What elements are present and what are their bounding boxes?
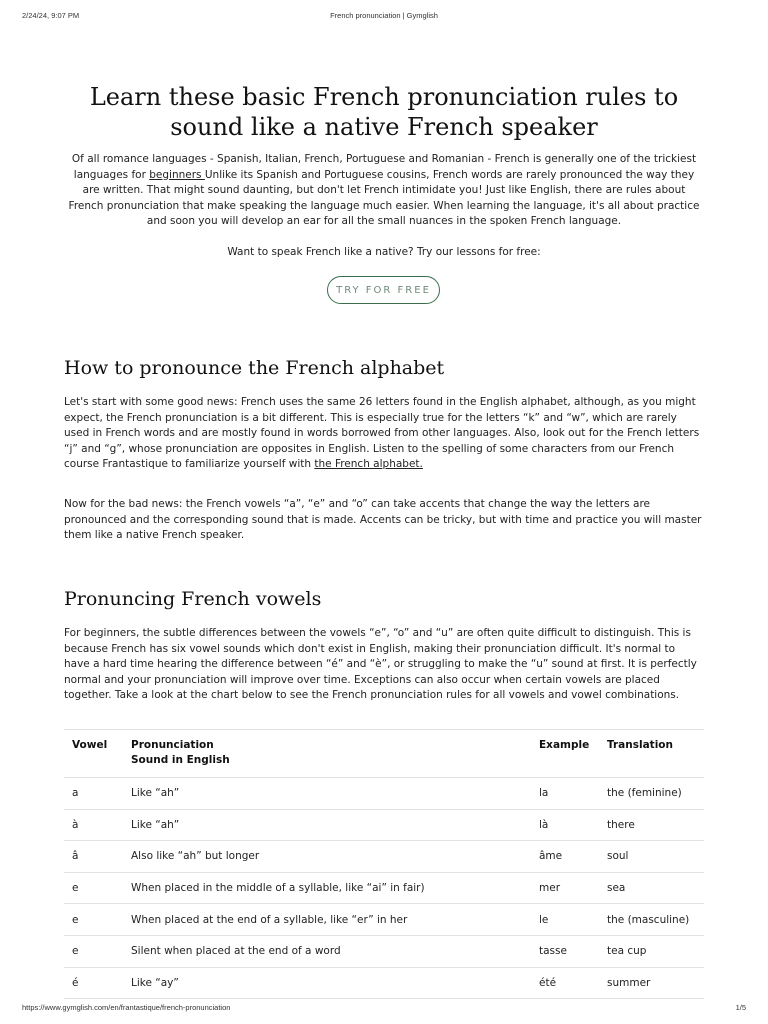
cell-example: tasse xyxy=(531,935,599,967)
cell-pronunciation: Like “ah” xyxy=(123,809,531,841)
cell-pronunciation: When placed in the middle of a syllable, like “ai” in fair) xyxy=(123,872,531,904)
header-pronunciation xyxy=(123,730,531,778)
table-row xyxy=(64,967,704,999)
try-for-free-button[interactable]: TRY FOR FREE xyxy=(327,276,440,304)
print-page-number: 1/5 xyxy=(735,1003,746,1012)
header-pronunciation-line1: Pronunciation xyxy=(131,739,214,751)
table-row xyxy=(64,841,704,873)
alphabet-section-heading: How to pronounce the French alphabet xyxy=(64,357,445,379)
table-row xyxy=(64,778,704,810)
header-example: Example xyxy=(531,730,599,778)
cell-example: la xyxy=(531,778,599,810)
print-datetime: 2/24/24, 9:07 PM xyxy=(22,11,80,20)
cell-translation: tea cup xyxy=(599,935,704,967)
vowels-section-heading: Pronuncing French vowels xyxy=(64,588,322,610)
cell-example: âme xyxy=(531,841,599,873)
cell-example: là xyxy=(531,809,599,841)
beginners-link[interactable]: beginners xyxy=(149,168,205,181)
alphabet-paragraph-1-text: Let's start with some good news: French uses the same 26 letters found in the English alphabet, although, as you might expect, the French pronunciation is a bit different. This is especially true for the letters “k” and “w”, which are rarely used in French words and are mostly found in words borrowed from other languages. Also, look out for the French letters “j” and “g”, whose pronunciation are opposites in English. Listen to the spelling of some characters from our French course Frantastique to familiarize yourself with xyxy=(64,396,700,471)
header-translation: Translation xyxy=(599,730,704,778)
cell-example: le xyxy=(531,904,599,936)
print-header xyxy=(22,11,746,23)
cell-translation: summer xyxy=(599,967,704,999)
cell-vowel: à xyxy=(64,809,123,841)
cell-translation: sea xyxy=(599,872,704,904)
header-vowel: Vowel xyxy=(64,730,123,778)
cell-translation: there xyxy=(599,809,704,841)
cell-vowel: e xyxy=(64,904,123,936)
cell-pronunciation: Like “ay” xyxy=(123,967,531,999)
intro-text-start: Of all romance languages - Spanish, Italian, French, Portuguese and Romanian - French is generally one of the trickiest languages for xyxy=(71,153,697,181)
cell-vowel: e xyxy=(64,935,123,967)
table-row xyxy=(64,809,704,841)
print-url: https://www.gymglish.com/en/frantastique/french-pronunciation xyxy=(22,1003,231,1012)
table-row xyxy=(64,904,704,936)
cta-text: Want to speak French like a native? Try our lessons for free: xyxy=(227,246,541,258)
cell-example: été xyxy=(531,967,599,999)
print-page-title: French pronunciation | Gymglish xyxy=(330,11,438,20)
table-row xyxy=(64,935,704,967)
cell-vowel: a xyxy=(64,778,123,810)
cell-example: mer xyxy=(531,872,599,904)
cell-pronunciation: Silent when placed at the end of a word xyxy=(123,935,531,967)
table-header-row xyxy=(64,730,704,778)
intro-text-end: Unlike its Spanish and Portuguese cousins, French words are rarely pronounced the way they are written. That might sound daunting, but don't let French intimidate you! Just like English, there are rules about French pronunciation that make speaking the language much easier. When learning the language, it's all about practice and soon you will develop an ear for all the small nuances in the spoken French language. xyxy=(68,168,700,227)
cell-translation: soul xyxy=(599,841,704,873)
french-alphabet-link[interactable]: the French alphabet. xyxy=(314,458,423,471)
print-footer xyxy=(22,1003,746,1015)
cell-vowel: é xyxy=(64,967,123,999)
cell-pronunciation: Also like “ah” but longer xyxy=(123,841,531,873)
alphabet-paragraph-2: Now for the bad news: the French vowels “a”, “e” and “o” can take accents that change the way the letters are pronounced and the corresponding sound that is made. Accents can be tricky, but with time and practice you will master them like a native French speaker. xyxy=(64,498,702,542)
page-title: Learn these basic French pronunciation rules to sound like a native French speaker xyxy=(89,83,679,141)
cell-translation: the (feminine) xyxy=(599,778,704,810)
cell-vowel: â xyxy=(64,841,123,873)
vowel-pronunciation-table xyxy=(64,729,704,999)
cell-pronunciation: Like “ah” xyxy=(123,778,531,810)
cell-pronunciation: When placed at the end of a syllable, like “er” in her xyxy=(123,904,531,936)
alphabet-paragraph-1 xyxy=(64,395,704,473)
table-row xyxy=(64,872,704,904)
header-pronunciation-line2: Sound in English xyxy=(131,754,230,766)
cell-vowel: e xyxy=(64,872,123,904)
intro-paragraph xyxy=(64,152,704,230)
vowels-paragraph: For beginners, the subtle differences between the vowels “e”, “o” and “u” are often quite difficult to distinguish. This is because French has six vowel sounds which don't exist in English, making their pronunciation difficult. It's normal to have a hard time hearing the difference between “é” and “è”, or struggling to make the “u” sound at first. It is perfectly normal and your pronunciation will improve over time. Exceptions can also occur when certain vowels are placed together. Take a look at the chart below to see the French pronunciation rules for all vowels and vowel combinations. xyxy=(64,627,697,702)
cell-translation: the (masculine) xyxy=(599,904,704,936)
